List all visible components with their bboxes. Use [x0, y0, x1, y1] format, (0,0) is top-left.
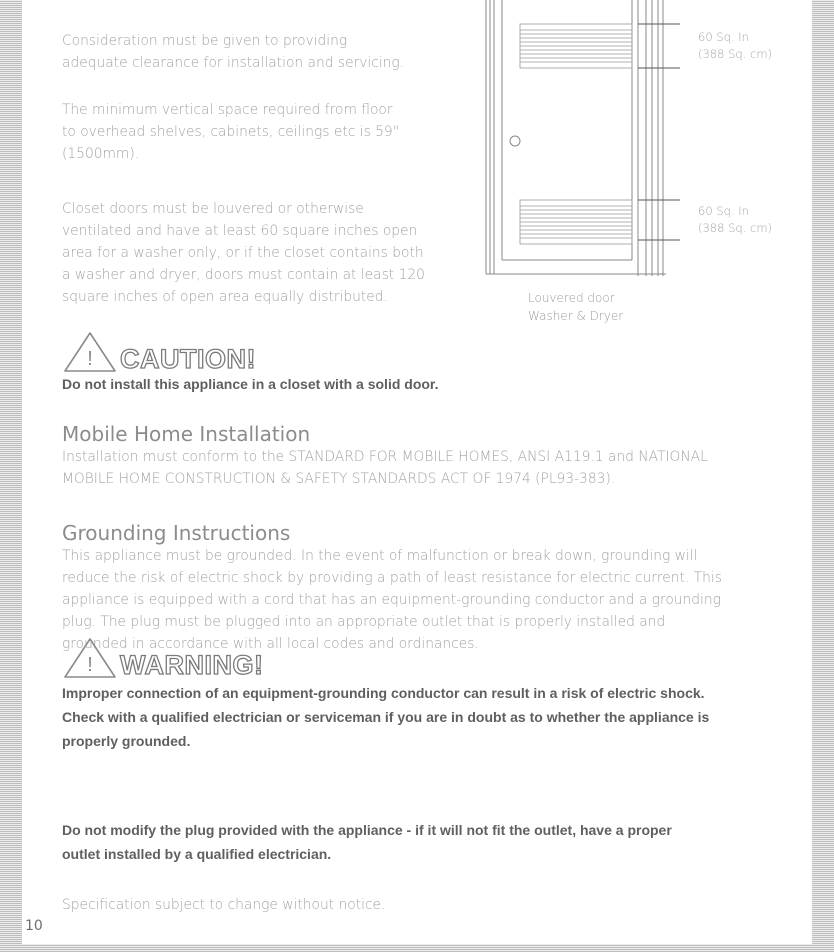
caution-word: CAUTION!	[120, 344, 256, 374]
warning-text-1: Improper connection of an equipment-grounding conductor can result in a risk of electric shock. Check with a qualified electrician or serviceman if you are in doubt as to whether the appliance is properly grounded.	[62, 685, 710, 749]
page-number: 10	[25, 918, 43, 934]
warning-word: WARNING!	[120, 650, 264, 680]
clearance-paragraph: Consideration must be given to providing adequate clearance for installation and servicing.	[62, 33, 405, 71]
svg-text:!: !	[87, 654, 93, 676]
svg-text:!: !	[87, 348, 93, 370]
grounding-heading: Grounding Instructions	[62, 521, 291, 545]
door-knob	[510, 136, 520, 146]
vertical-space-paragraph: The minimum vertical space required from floor to overhead shelves, cabinets, ceilings etc is 59" (1500mm).	[62, 102, 400, 162]
spec-notice: Specification subject to change without notice.	[62, 897, 386, 913]
page-border-bottom	[0, 944, 834, 952]
top-vent	[520, 24, 632, 68]
warning-title	[62, 636, 263, 680]
caution-text: Do not install this appliance in a closet with a solid door.	[62, 376, 439, 392]
diagram-caption: Louvered door Washer & Dryer	[528, 291, 624, 323]
closet-doors-paragraph: Closet doors must be louvered or otherwise ventilated and have at least 60 square inches open area for a washer only, or if the closet contains both a washer and dryer, doors must contain at least 120 square inches of open area equally distributed.	[62, 201, 425, 305]
grounding-text: This appliance must be grounded. In the event of malfunction or break down, grounding will reduce the risk of electric shock by providing a path of least resistance for electric current. This appliance is equipped with a cord that has an equipment-grounding conductor and a grounding plug. The plug must be plugged into an appropriate outlet that is properly installed and grounded in accordance with all local codes and ordinances.	[62, 548, 722, 652]
page-border-left	[0, 0, 22, 952]
warning-text-2: Do not modify the plug provided with the appliance - if it will not fit the outlet, have a proper outlet installed by a qualified electrician.	[62, 822, 672, 862]
warning-triangle-icon	[62, 636, 118, 680]
louvered-door-diagram	[480, 0, 680, 282]
mobile-home-heading: Mobile Home Installation	[62, 422, 311, 446]
mobile-home-text: Installation must conform to the STANDARD FOR MOBILE HOMES, ANSI A119.1 and NATIONAL MOBILE HOME CONSTRUCTION & SAFETY STANDARDS ACT OF 1974 (PL93-383).	[62, 449, 708, 487]
page-border-right	[812, 0, 834, 952]
caution-title	[62, 330, 256, 374]
bottom-vent	[520, 200, 632, 244]
top-vent-label: 60 Sq. In (388 Sq. cm)	[698, 30, 773, 61]
warning-triangle-icon	[62, 330, 118, 374]
bottom-vent-label: 60 Sq. In (388 Sq. cm)	[698, 204, 773, 235]
